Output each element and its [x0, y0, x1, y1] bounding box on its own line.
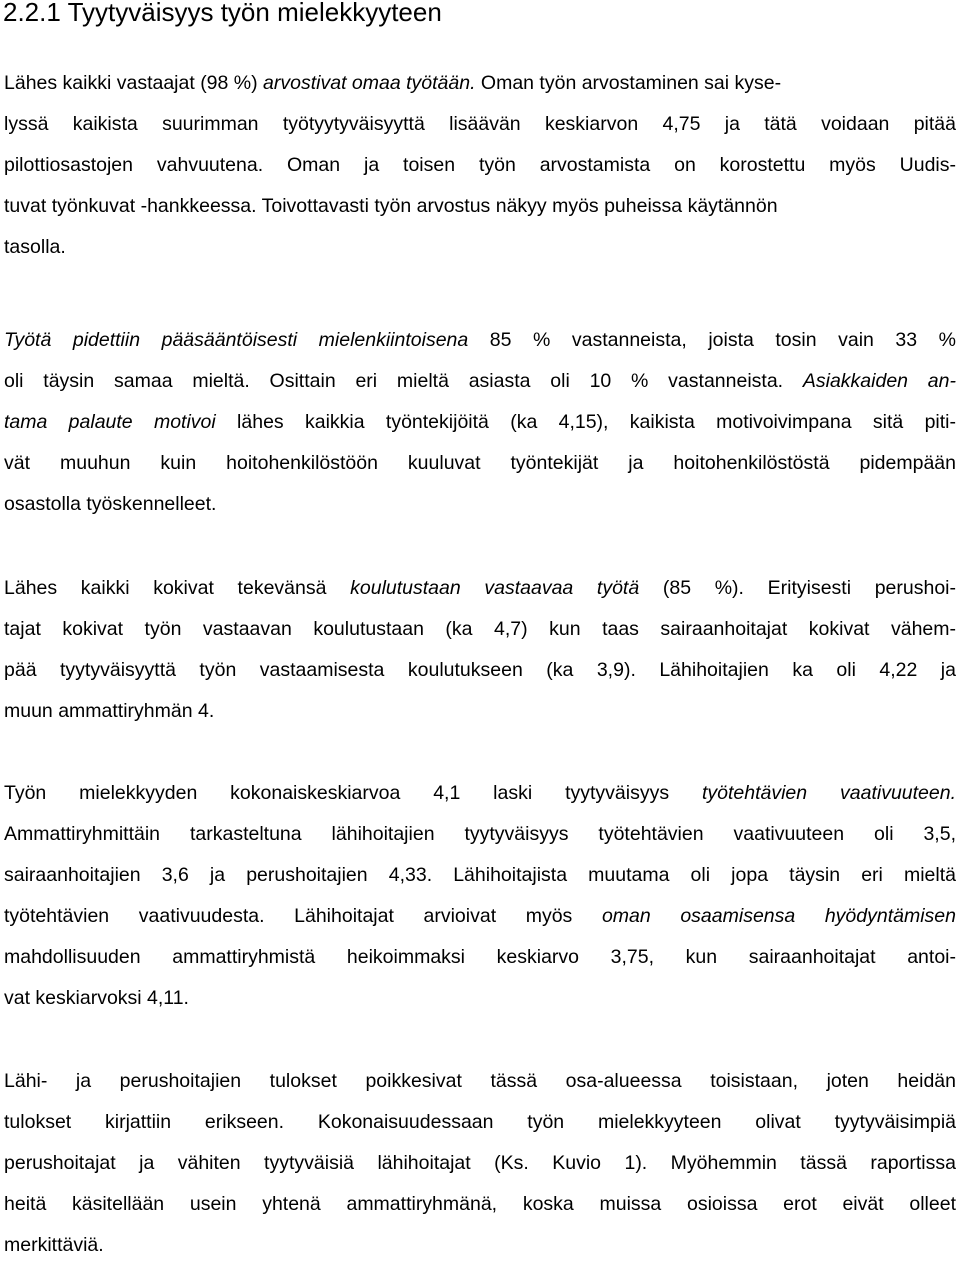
text-line	[4, 402, 956, 443]
italic-text: työtehtävien vaativuuteen.	[701, 782, 956, 804]
italic-text: tama palaute motivoi	[4, 411, 216, 433]
text-line	[4, 568, 956, 609]
italic-text: Työtä pidettiin pääsääntöisesti mielenkiintoisena	[4, 329, 469, 351]
text-segment: tulokset kirjattiin erikseen. Kokonaisuudessaan työn mielekkyyteen olivat tyytyväisimpiä	[4, 1111, 956, 1133]
text-line	[4, 896, 956, 937]
paragraph	[4, 320, 956, 525]
text-line	[4, 978, 956, 1019]
text-line	[4, 1225, 956, 1266]
text-line	[4, 1143, 956, 1184]
text-segment: tuvat työnkuvat -hankkeessa. Toivottavasti työn arvostus näkyy myös puheissa käytännön	[4, 195, 778, 217]
text-line	[4, 443, 956, 484]
text-segment: osastolla työskennelleet.	[4, 493, 217, 515]
text-line	[4, 609, 956, 650]
text-line	[4, 814, 956, 855]
text-line	[4, 484, 956, 525]
text-segment: oli täysin samaa mieltä. Osittain eri mieltä asiasta oli 10 % vastanneista.	[4, 370, 803, 392]
text-segment: vat keskiarvoksi 4,11.	[4, 987, 189, 1009]
italic-text: Asiakkaiden an-	[802, 370, 956, 392]
text-line	[4, 320, 956, 361]
text-line	[4, 650, 956, 691]
text-line	[4, 361, 956, 402]
section-heading: 2.2.1 Tyytyväisyys työn mielekkyyteen	[3, 0, 442, 27]
text-line	[4, 1102, 956, 1143]
italic-text: arvostivat omaa työtään.	[263, 72, 476, 94]
text-segment: lyssä kaikista suurimman työtyytyväisyyttä lisäävän keskiarvon 4,75 ja tätä voidaan pitää	[4, 113, 956, 135]
text-segment: vät muuhun kuin hoitohenkilöstöön kuuluvat työntekijät ja hoitohenkilöstöstä pidempään	[4, 452, 956, 474]
text-line	[4, 937, 956, 978]
paragraph	[4, 773, 956, 1019]
text-line	[4, 145, 956, 186]
text-segment: tajat kokivat työn vastaavan koulutustaan (ka 4,7) kun taas sairaanhoitajat kokivat vähem-	[4, 618, 956, 640]
text-segment: Ammattiryhmittäin tarkasteltuna lähihoitajien tyytyväisyys työtehtävien vaativuuteen oli 3,5,	[4, 823, 956, 845]
paragraph	[4, 568, 956, 732]
text-segment: Oman työn arvostaminen sai kyse-	[475, 72, 782, 94]
text-line	[4, 1061, 956, 1102]
text-segment: perushoitajat ja vähiten tyytyväisiä lähihoitajat (Ks. Kuvio 1). Myöhemmin tässä raportissa	[4, 1152, 956, 1174]
text-line	[4, 227, 956, 268]
italic-text: oman osaamisensa hyödyntämisen	[601, 905, 956, 927]
text-segment: Lähes kaikki vastaajat (98 %)	[4, 72, 264, 94]
text-segment: merkittäviä.	[4, 1234, 104, 1256]
text-line	[4, 186, 956, 227]
text-line	[4, 855, 956, 896]
text-line	[4, 63, 956, 104]
text-segment: Lähes kaikki kokivat tekevänsä	[4, 577, 351, 599]
text-segment: heitä käsitellään usein yhtenä ammattiryhmänä, koska muissa osioissa erot eivät olleet	[4, 1193, 956, 1215]
text-segment: 85 % vastanneista, joista tosin vain 33 %	[468, 329, 956, 351]
text-segment: Lähi- ja perushoitajien tulokset poikkesivat tässä osa-alueessa toisistaan, joten heidän	[4, 1070, 956, 1092]
italic-text: koulutustaan vastaavaa työtä	[350, 577, 640, 599]
text-segment: pää tyytyväisyyttä työn vastaamisesta koulutukseen (ka 3,9). Lähihoitajien ka oli 4,22 ja	[4, 659, 956, 681]
paragraph	[4, 1061, 956, 1266]
text-segment: lähes kaikkia työntekijöitä (ka 4,15), kaikista motivoivimpana sitä piti-	[215, 411, 956, 433]
text-segment: (85 %). Erityisesti perushoi-	[639, 577, 956, 599]
text-line	[4, 691, 956, 732]
text-segment: mahdollisuuden ammattiryhmistä heikoimmaksi keskiarvo 3,75, kun sairaanhoitajat antoi-	[4, 946, 956, 968]
text-segment: muun ammattiryhmän 4.	[4, 700, 215, 722]
text-line	[4, 104, 956, 145]
text-line	[4, 1184, 956, 1225]
paragraph	[4, 63, 956, 268]
text-line	[4, 773, 956, 814]
text-segment: sairaanhoitajien 3,6 ja perushoitajien 4,33. Lähihoitajista muutama oli jopa täysin eri mieltä	[4, 864, 956, 886]
text-segment: pilottiosastojen vahvuutena. Oman ja toisen työn arvostamista on korostettu myös Uudis-	[4, 154, 956, 176]
text-segment: työtehtävien vaativuudesta. Lähihoitajat arvioivat myös	[4, 905, 602, 927]
text-segment: Työn mielekkyyden kokonaiskeskiarvoa 4,1 laski tyytyväisyys	[4, 782, 702, 804]
text-segment: tasolla.	[4, 236, 66, 258]
